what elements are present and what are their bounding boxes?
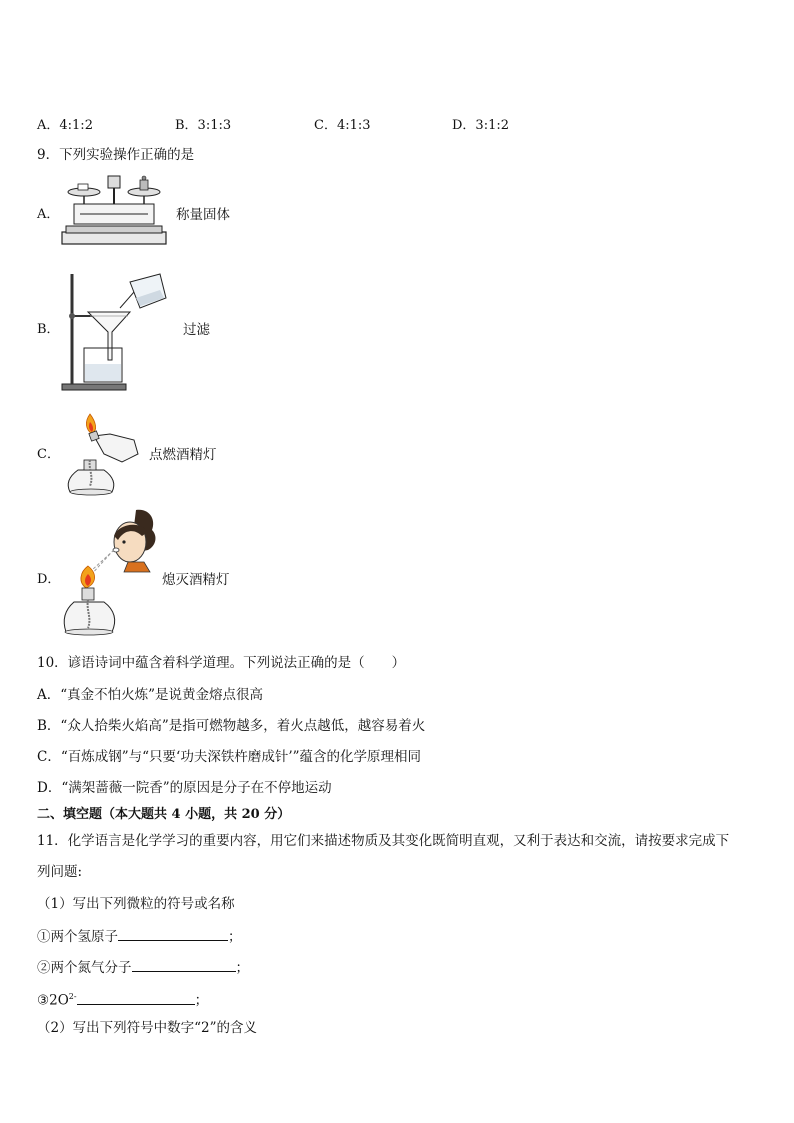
q8-option-c: C．4:1:3 bbox=[314, 118, 371, 133]
q8-option-d: D．3:1:2 bbox=[452, 118, 509, 133]
answer-blank-1[interactable] bbox=[118, 926, 228, 941]
q11-item-3 bbox=[37, 988, 208, 1010]
semicolon: ； bbox=[235, 960, 249, 976]
blowing-out-alcohol-lamp-illustration bbox=[60, 506, 170, 642]
q11-stem-line-2: 列问题: bbox=[37, 864, 83, 880]
answer-blank-3[interactable] bbox=[77, 990, 195, 1005]
q11-item-1-text: ①两个氢原子 bbox=[37, 929, 118, 945]
lighting-alcohol-lamp-illustration bbox=[60, 408, 150, 500]
section-2-title: 二、填空题（本大题共 4 小题，共 20 分） bbox=[37, 807, 291, 822]
q10-option-a: A．“真金不怕火炼”是说黄金熔点很高 bbox=[37, 687, 264, 703]
q9-option-a-label: A． bbox=[37, 207, 60, 222]
q11-item-2-text: ②两个氮气分子 bbox=[37, 960, 132, 976]
q9-option-d-label: D． bbox=[37, 572, 61, 587]
filtration-apparatus-illustration bbox=[60, 268, 170, 392]
q8-option-b: B．3:1:3 bbox=[175, 118, 232, 133]
semicolon: ； bbox=[228, 929, 242, 945]
q10-option-d: D．“满架蔷薇一院香”的原因是分子在不停地运动 bbox=[37, 780, 332, 796]
q8-option-a: A．4:1:2 bbox=[37, 118, 93, 133]
q9-option-d-caption: 熄灭酒精灯 bbox=[162, 572, 230, 588]
q10-option-c: C．“百炼成钢”与“只要‘功夫深铁杵磨成针’”蕴含的化学原理相同 bbox=[37, 749, 422, 765]
answer-blank-2[interactable] bbox=[132, 957, 236, 972]
q9-option-a-caption: 称量固体 bbox=[176, 207, 230, 223]
q11-item-3-text: ③2O bbox=[37, 992, 69, 1009]
q11-part-2: （2）写出下列符号中数字“2”的含义 bbox=[37, 1020, 257, 1036]
q9-option-c-label: C． bbox=[37, 447, 60, 462]
q9-option-b-label: B． bbox=[37, 322, 60, 337]
q11-item-1 bbox=[37, 926, 242, 946]
q11-stem-line-1: 11．化学语言是化学学习的重要内容，用它们来描述物质及其变化既简明直观，又利于表达和交流，请按要求完成下 bbox=[37, 833, 730, 849]
q10-option-b: B．“众人拾柴火焰高”是指可燃物越多，着火点越低，越容易着火 bbox=[37, 718, 426, 734]
charge-superscript: 2- bbox=[68, 992, 77, 1001]
q9-option-c-caption: 点燃酒精灯 bbox=[149, 447, 217, 463]
q11-item-2 bbox=[37, 957, 249, 977]
q9-option-b-caption: 过滤 bbox=[183, 322, 210, 338]
semicolon: ； bbox=[194, 992, 209, 1009]
q9-stem: 9．下列实验操作正确的是 bbox=[37, 147, 195, 163]
q10-stem: 10．谚语诗词中蕴含着科学道理。下列说法正确的是（ ） bbox=[37, 655, 406, 671]
q11-part-1: （1）写出下列微粒的符号或名称 bbox=[37, 896, 235, 912]
balance-scale-illustration bbox=[60, 174, 170, 248]
